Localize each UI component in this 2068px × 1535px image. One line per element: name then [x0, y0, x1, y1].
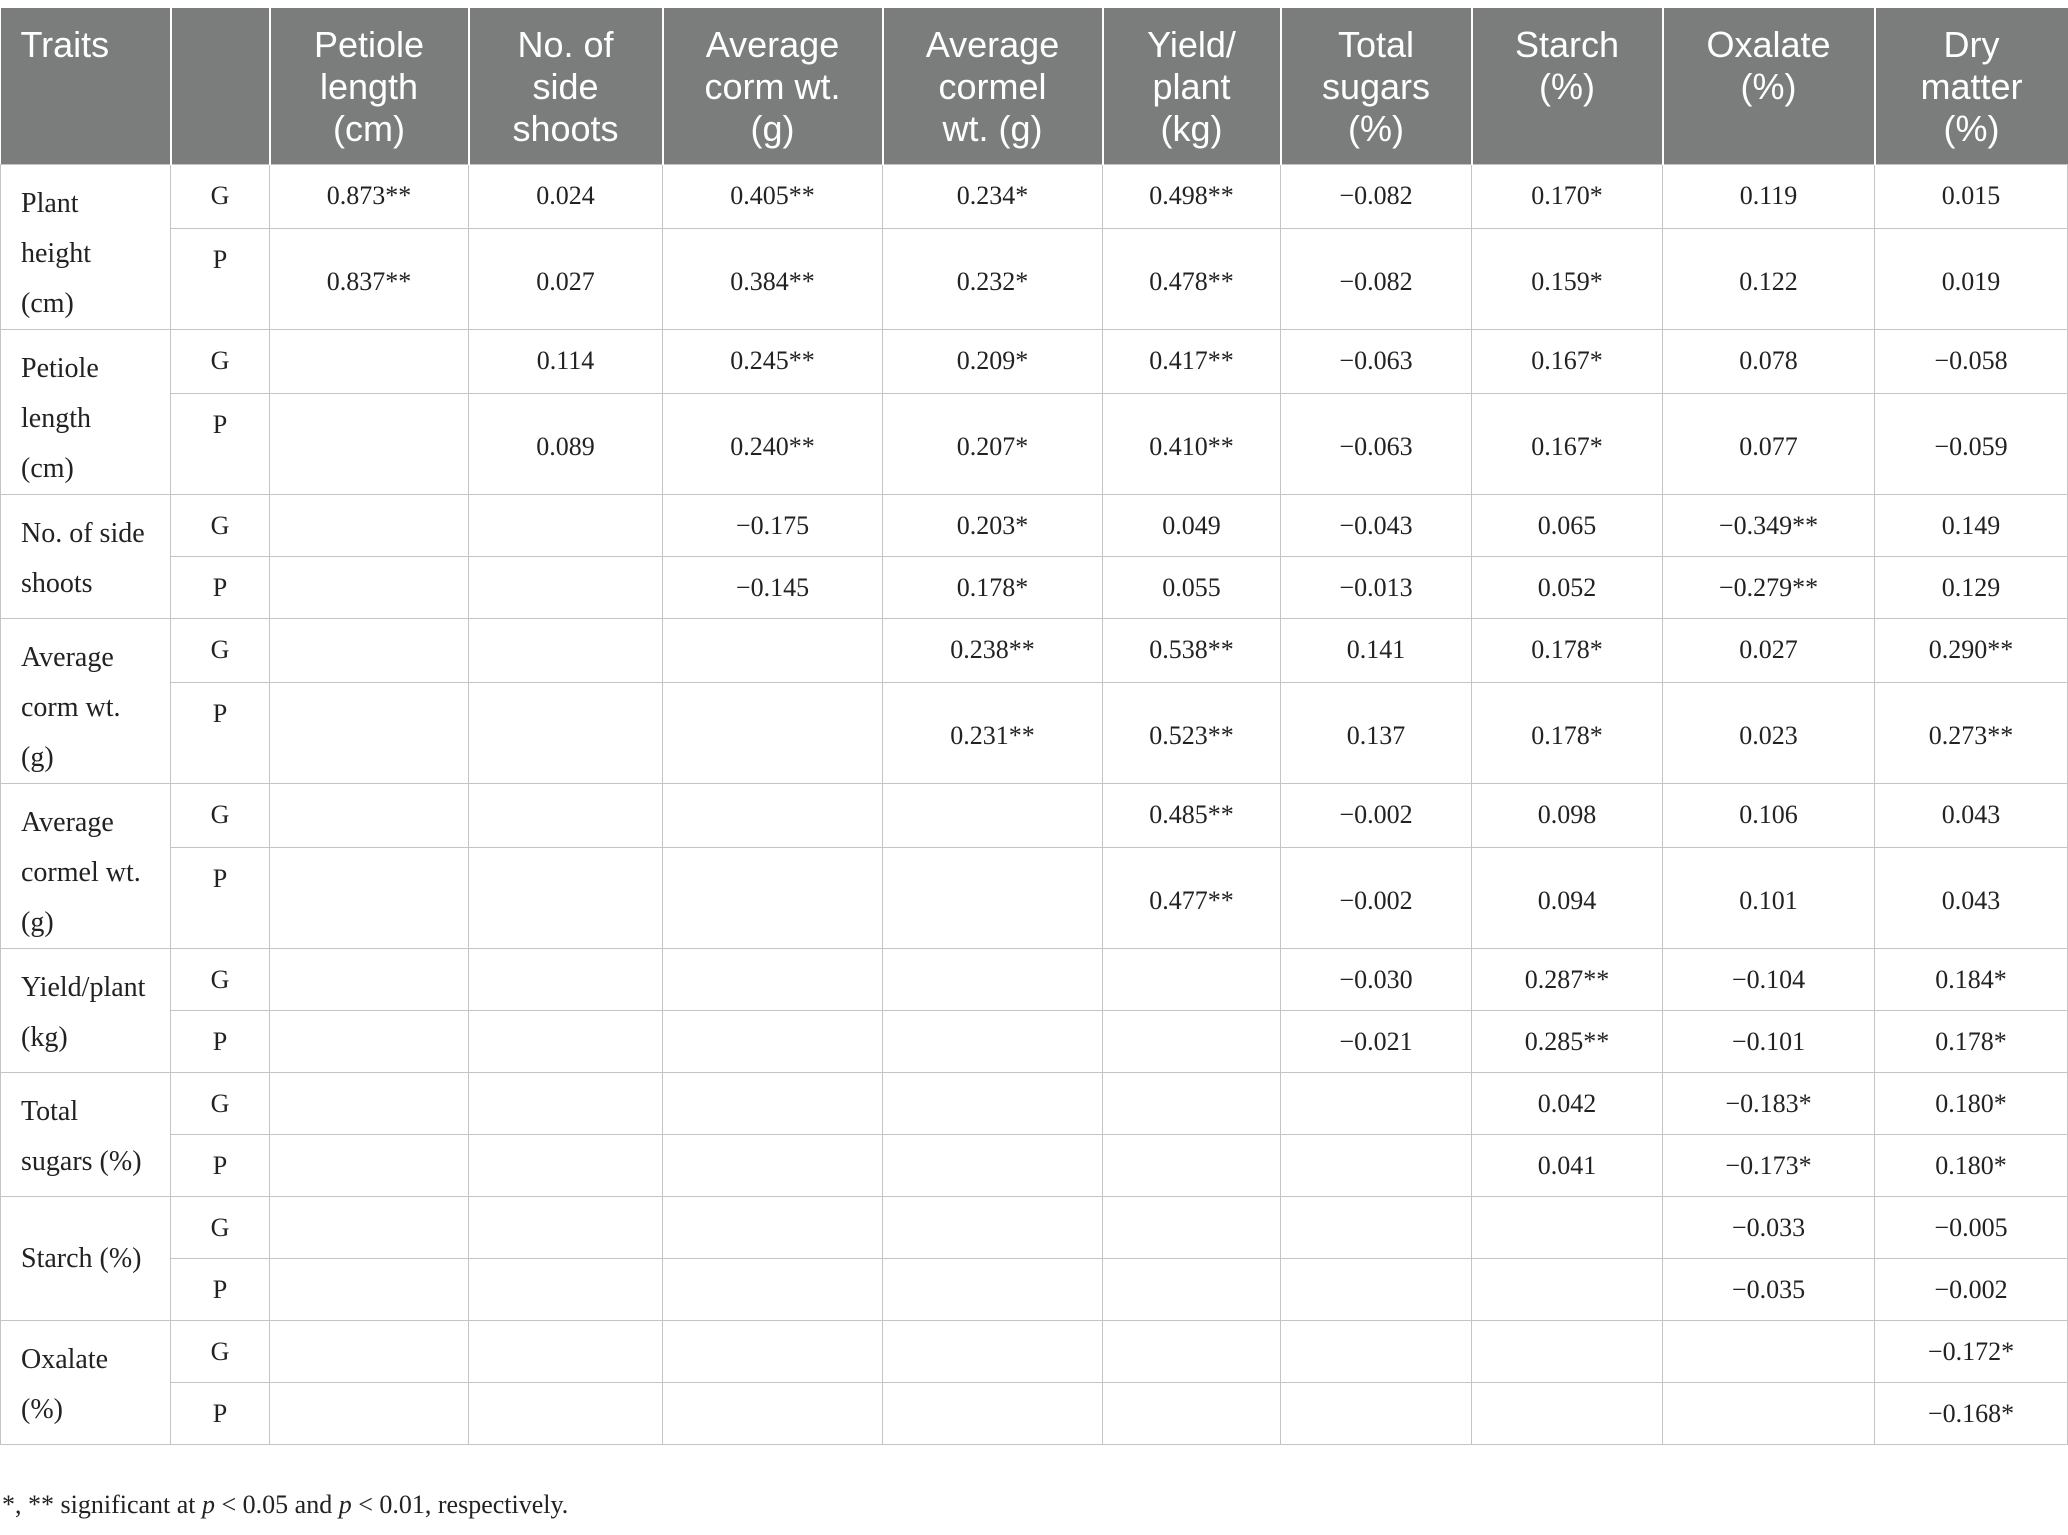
column-header-line: side — [532, 66, 599, 107]
genotypic-phenotypic-label: P — [171, 1135, 270, 1197]
correlation-value: −0.021 — [1281, 1011, 1472, 1073]
correlation-value: −0.063 — [1281, 393, 1472, 494]
correlation-value: −0.168* — [1875, 1383, 2068, 1445]
correlation-value — [883, 1073, 1103, 1135]
trait-label-line: Oxalate — [21, 1344, 109, 1375]
correlation-value — [1281, 1321, 1472, 1383]
correlation-value: 0.106 — [1663, 784, 1875, 848]
correlation-value: 0.384** — [663, 228, 883, 329]
trait-label — [1, 784, 171, 949]
correlation-value: 0.027 — [469, 228, 663, 329]
correlation-value — [1103, 949, 1281, 1011]
correlation-value: 0.019 — [1875, 228, 2068, 329]
correlation-value: 0.837** — [270, 228, 469, 329]
correlation-value: 0.052 — [1472, 557, 1663, 619]
trait-label — [1, 1073, 171, 1197]
table-footnote — [2, 1490, 568, 1520]
correlation-value — [469, 1073, 663, 1135]
table-row-g — [1, 1073, 2068, 1135]
correlation-value — [1103, 1197, 1281, 1259]
footnote-p2: p — [338, 1490, 352, 1519]
correlation-value — [1103, 1011, 1281, 1073]
column-header-line: corm wt. — [704, 66, 841, 107]
correlation-value — [1103, 1073, 1281, 1135]
correlation-value — [663, 847, 883, 948]
correlation-value — [1281, 1383, 1472, 1445]
column-header-0 — [1, 8, 171, 165]
correlation-value: 0.207* — [883, 393, 1103, 494]
column-header-line: Average — [925, 24, 1060, 65]
genotypic-phenotypic-label: P — [171, 228, 270, 329]
genotypic-phenotypic-label: P — [171, 1011, 270, 1073]
correlation-value: 0.178* — [1472, 619, 1663, 683]
correlation-value — [883, 1383, 1103, 1445]
correlation-value: 0.055 — [1103, 557, 1281, 619]
correlation-value — [469, 784, 663, 848]
column-header-line: shoots — [512, 108, 619, 149]
column-header-line: (%) — [1348, 108, 1404, 149]
correlation-value: 0.027 — [1663, 619, 1875, 683]
correlation-value: 0.478** — [1103, 228, 1281, 329]
correlation-value: −0.063 — [1281, 330, 1472, 394]
correlation-value: 0.234* — [883, 165, 1103, 229]
table-row-g — [1, 619, 2068, 683]
correlation-value: −0.183* — [1663, 1073, 1875, 1135]
correlation-value: 0.232* — [883, 228, 1103, 329]
correlation-value: 0.180* — [1875, 1135, 2068, 1197]
correlation-value — [1281, 1259, 1472, 1321]
genotypic-phenotypic-label: G — [171, 330, 270, 394]
genotypic-phenotypic-label: G — [171, 784, 270, 848]
correlation-value: 0.122 — [1663, 228, 1875, 329]
trait-label-line: Average — [21, 807, 114, 838]
column-header-line: (g) — [750, 108, 795, 149]
trait-label-line: Plant — [21, 188, 79, 219]
trait-label-line: height — [21, 238, 91, 269]
genotypic-phenotypic-label: P — [171, 393, 270, 494]
correlation-value — [270, 1135, 469, 1197]
correlation-value — [663, 1197, 883, 1259]
correlation-value: 0.405** — [663, 165, 883, 229]
correlation-value: 0.240** — [663, 393, 883, 494]
correlation-value: 0.065 — [1472, 495, 1663, 557]
correlation-value: 0.101 — [1663, 847, 1875, 948]
correlation-value — [469, 1011, 663, 1073]
correlation-value: 0.873** — [270, 165, 469, 229]
correlation-value: 0.089 — [469, 393, 663, 494]
column-header-line: Dry — [1943, 24, 2000, 65]
correlation-value — [1472, 1383, 1663, 1445]
correlation-value: 0.077 — [1663, 393, 1875, 494]
table-row-g — [1, 165, 2068, 229]
correlation-value — [1103, 1383, 1281, 1445]
column-header-9 — [1663, 8, 1875, 165]
correlation-value — [883, 1197, 1103, 1259]
correlation-value — [1663, 1321, 1875, 1383]
trait-label — [1, 1197, 171, 1321]
correlation-value: 0.178* — [1875, 1011, 2068, 1073]
column-header-3 — [469, 8, 663, 165]
correlation-value: −0.043 — [1281, 495, 1472, 557]
table-row-g — [1, 495, 2068, 557]
correlation-value: 0.178* — [1472, 682, 1663, 783]
correlation-value: 0.290** — [1875, 619, 2068, 683]
column-header-line: Oxalate — [1706, 24, 1831, 65]
trait-label-line: corm wt. — [21, 692, 121, 723]
correlation-value — [1281, 1135, 1472, 1197]
table-row-p — [1, 393, 2068, 494]
correlation-value — [883, 1135, 1103, 1197]
correlation-value — [270, 1073, 469, 1135]
column-header-line: Average — [705, 24, 840, 65]
trait-label-line: (g) — [21, 907, 54, 938]
footnote-mid1: < 0.05 and — [215, 1490, 339, 1519]
column-header-line: (%) — [1740, 66, 1797, 107]
table-row-p — [1, 228, 2068, 329]
genotypic-phenotypic-label: P — [171, 682, 270, 783]
column-header-line: Petiole — [313, 24, 425, 65]
correlation-value — [270, 682, 469, 783]
column-header-line: plant — [1152, 66, 1231, 107]
table-row-p — [1, 1259, 2068, 1321]
trait-label — [1, 165, 171, 330]
column-header-line: length — [319, 66, 419, 107]
correlation-value: −0.175 — [663, 495, 883, 557]
trait-label — [1, 949, 171, 1073]
correlation-value: −0.279** — [1663, 557, 1875, 619]
column-header-line: matter — [1920, 66, 2023, 107]
column-header-2 — [270, 8, 469, 165]
correlation-value — [663, 619, 883, 683]
trait-label — [1, 330, 171, 495]
footnote-prefix: *, ** significant at — [2, 1490, 203, 1519]
correlation-value: 0.178* — [883, 557, 1103, 619]
trait-label-line: (g) — [21, 742, 54, 773]
genotypic-phenotypic-label: P — [171, 1383, 270, 1445]
correlation-value — [883, 1259, 1103, 1321]
correlation-value: 0.285** — [1472, 1011, 1663, 1073]
column-header-line: (kg) — [1160, 108, 1223, 149]
genotypic-phenotypic-label: G — [171, 949, 270, 1011]
correlation-value — [883, 1321, 1103, 1383]
genotypic-phenotypic-label: G — [171, 165, 270, 229]
trait-label-line: Yield/plant — [21, 972, 146, 1003]
correlation-value: −0.002 — [1875, 1259, 2068, 1321]
correlation-value: 0.523** — [1103, 682, 1281, 783]
column-header-line: No. of — [517, 24, 614, 65]
correlation-value — [270, 949, 469, 1011]
correlation-value: 0.238** — [883, 619, 1103, 683]
table-row-p — [1, 1135, 2068, 1197]
correlation-value — [663, 1135, 883, 1197]
column-header-8 — [1472, 8, 1663, 165]
correlation-value: 0.129 — [1875, 557, 2068, 619]
correlation-value: 0.231** — [883, 682, 1103, 783]
correlation-value — [270, 1259, 469, 1321]
column-header-4 — [663, 8, 883, 165]
correlation-value — [469, 847, 663, 948]
genotypic-phenotypic-label: P — [171, 847, 270, 948]
table-row-g — [1, 784, 2068, 848]
footnote-mid2: < 0.01, respectively. — [351, 1490, 569, 1519]
correlation-value: 0.180* — [1875, 1073, 2068, 1135]
column-header-1 — [171, 8, 270, 165]
table-row-p — [1, 1383, 2068, 1445]
column-header-10 — [1875, 8, 2068, 165]
table-row-p — [1, 682, 2068, 783]
correlation-value: −0.173* — [1663, 1135, 1875, 1197]
trait-label-line: No. of side — [21, 518, 145, 549]
correlation-value — [270, 495, 469, 557]
header-row — [1, 8, 2068, 165]
trait-label — [1, 619, 171, 784]
column-header-line: cormel — [938, 66, 1047, 107]
table-row-g — [1, 330, 2068, 394]
correlation-value: −0.082 — [1281, 165, 1472, 229]
column-header-line: wt. (g) — [942, 108, 1043, 149]
correlation-value — [469, 1383, 663, 1445]
correlation-value — [469, 949, 663, 1011]
correlation-value: −0.030 — [1281, 949, 1472, 1011]
correlation-value: −0.101 — [1663, 1011, 1875, 1073]
correlation-value: 0.159* — [1472, 228, 1663, 329]
correlation-value: −0.002 — [1281, 847, 1472, 948]
correlation-value: −0.013 — [1281, 557, 1472, 619]
column-header-line: Traits — [20, 24, 110, 65]
correlation-value: 0.477** — [1103, 847, 1281, 948]
table-row-p — [1, 557, 2068, 619]
column-header-line: Yield/ — [1147, 24, 1236, 65]
correlation-value: −0.145 — [663, 557, 883, 619]
correlation-value — [663, 1011, 883, 1073]
correlation-value — [663, 784, 883, 848]
trait-label — [1, 495, 171, 619]
correlation-value: −0.059 — [1875, 393, 2068, 494]
correlation-value — [663, 1321, 883, 1383]
table-row-g — [1, 949, 2068, 1011]
correlation-value: 0.417** — [1103, 330, 1281, 394]
correlation-value — [663, 949, 883, 1011]
correlation-value: −0.058 — [1875, 330, 2068, 394]
correlation-value — [469, 1197, 663, 1259]
column-header-7 — [1281, 8, 1472, 165]
correlation-value — [1103, 1135, 1281, 1197]
correlation-value: 0.498** — [1103, 165, 1281, 229]
correlation-table-container — [0, 8, 2068, 1445]
correlation-table — [0, 8, 2068, 1445]
correlation-value: 0.024 — [469, 165, 663, 229]
correlation-value: 0.538** — [1103, 619, 1281, 683]
correlation-value: −0.033 — [1663, 1197, 1875, 1259]
trait-label-line: Average — [21, 642, 114, 673]
correlation-value — [270, 393, 469, 494]
column-header-line: Starch — [1514, 24, 1620, 65]
column-header-6 — [1103, 8, 1281, 165]
genotypic-phenotypic-label: G — [171, 1321, 270, 1383]
correlation-value: −0.002 — [1281, 784, 1472, 848]
trait-label-line: (%) — [21, 1394, 63, 1425]
correlation-value: 0.049 — [1103, 495, 1281, 557]
correlation-value: 0.149 — [1875, 495, 2068, 557]
correlation-value — [1103, 1259, 1281, 1321]
correlation-value: 0.098 — [1472, 784, 1663, 848]
correlation-value — [270, 330, 469, 394]
correlation-value — [1281, 1197, 1472, 1259]
correlation-value: 0.137 — [1281, 682, 1472, 783]
correlation-value — [1472, 1321, 1663, 1383]
correlation-value — [469, 1259, 663, 1321]
trait-label-line: Petiole — [21, 353, 99, 384]
correlation-value: 0.245** — [663, 330, 883, 394]
correlation-value: 0.485** — [1103, 784, 1281, 848]
correlation-value: 0.273** — [1875, 682, 2068, 783]
trait-label-line: Starch (%) — [21, 1242, 142, 1274]
footnote-p1: p — [202, 1490, 216, 1519]
genotypic-phenotypic-label: G — [171, 1073, 270, 1135]
correlation-value — [270, 784, 469, 848]
column-header-line: (%) — [1943, 108, 2000, 149]
column-header-line: sugars — [1321, 66, 1431, 107]
correlation-value — [663, 682, 883, 783]
correlation-value — [663, 1073, 883, 1135]
correlation-value — [883, 1011, 1103, 1073]
column-header-5 — [883, 8, 1103, 165]
correlation-value — [1472, 1259, 1663, 1321]
correlation-value: 0.170* — [1472, 165, 1663, 229]
correlation-value — [270, 557, 469, 619]
correlation-value: 0.184* — [1875, 949, 2068, 1011]
correlation-value: −0.035 — [1663, 1259, 1875, 1321]
correlation-value: 0.078 — [1663, 330, 1875, 394]
trait-label-line: (kg) — [21, 1022, 68, 1053]
column-header-line: Total — [1337, 24, 1415, 65]
correlation-value — [469, 495, 663, 557]
correlation-value: 0.023 — [1663, 682, 1875, 783]
correlation-value: −0.349** — [1663, 495, 1875, 557]
correlation-value — [1663, 1383, 1875, 1445]
correlation-value: 0.041 — [1472, 1135, 1663, 1197]
correlation-value — [270, 619, 469, 683]
correlation-value: 0.042 — [1472, 1073, 1663, 1135]
genotypic-phenotypic-label: G — [171, 1197, 270, 1259]
correlation-value: 0.167* — [1472, 393, 1663, 494]
table-row-p — [1, 847, 2068, 948]
table-row-p — [1, 1011, 2068, 1073]
correlation-value: 0.203* — [883, 495, 1103, 557]
table-body — [1, 165, 2068, 1445]
trait-label-line: (cm) — [21, 453, 74, 484]
trait-label-line: Total — [21, 1096, 79, 1127]
trait-label-line: shoots — [21, 568, 93, 599]
correlation-value — [270, 1197, 469, 1259]
correlation-value — [469, 682, 663, 783]
column-header-line: (cm) — [333, 108, 405, 149]
genotypic-phenotypic-label: G — [171, 619, 270, 683]
genotypic-phenotypic-label: G — [171, 495, 270, 557]
trait-label-line: (cm) — [21, 288, 74, 319]
correlation-value — [883, 847, 1103, 948]
table-row-g — [1, 1321, 2068, 1383]
correlation-value: 0.167* — [1472, 330, 1663, 394]
trait-label-line: cormel wt. — [21, 857, 141, 888]
correlation-value — [270, 1383, 469, 1445]
correlation-value: 0.410** — [1103, 393, 1281, 494]
correlation-value — [270, 847, 469, 948]
correlation-value — [469, 619, 663, 683]
correlation-value: 0.119 — [1663, 165, 1875, 229]
correlation-value: 0.114 — [469, 330, 663, 394]
correlation-value — [1103, 1321, 1281, 1383]
correlation-value: 0.094 — [1472, 847, 1663, 948]
correlation-value: 0.015 — [1875, 165, 2068, 229]
correlation-value — [1281, 1073, 1472, 1135]
column-header-line: (%) — [1539, 66, 1595, 107]
correlation-value — [1472, 1197, 1663, 1259]
correlation-value — [270, 1011, 469, 1073]
correlation-value: 0.043 — [1875, 784, 2068, 848]
correlation-value: −0.172* — [1875, 1321, 2068, 1383]
trait-label-line: length — [21, 403, 91, 434]
trait-label-line: sugars (%) — [21, 1146, 142, 1177]
correlation-value: 0.043 — [1875, 847, 2068, 948]
genotypic-phenotypic-label: P — [171, 1259, 270, 1321]
table-row-g — [1, 1197, 2068, 1259]
correlation-value: −0.082 — [1281, 228, 1472, 329]
correlation-value — [883, 784, 1103, 848]
trait-label — [1, 1321, 171, 1445]
correlation-value — [663, 1383, 883, 1445]
correlation-value: 0.209* — [883, 330, 1103, 394]
correlation-value — [663, 1259, 883, 1321]
correlation-value: 0.287** — [1472, 949, 1663, 1011]
correlation-value: −0.005 — [1875, 1197, 2068, 1259]
correlation-value: −0.104 — [1663, 949, 1875, 1011]
correlation-value — [469, 557, 663, 619]
correlation-value — [469, 1135, 663, 1197]
correlation-value — [270, 1321, 469, 1383]
correlation-value — [469, 1321, 663, 1383]
correlation-value — [883, 949, 1103, 1011]
genotypic-phenotypic-label: P — [171, 557, 270, 619]
correlation-value: 0.141 — [1281, 619, 1472, 683]
